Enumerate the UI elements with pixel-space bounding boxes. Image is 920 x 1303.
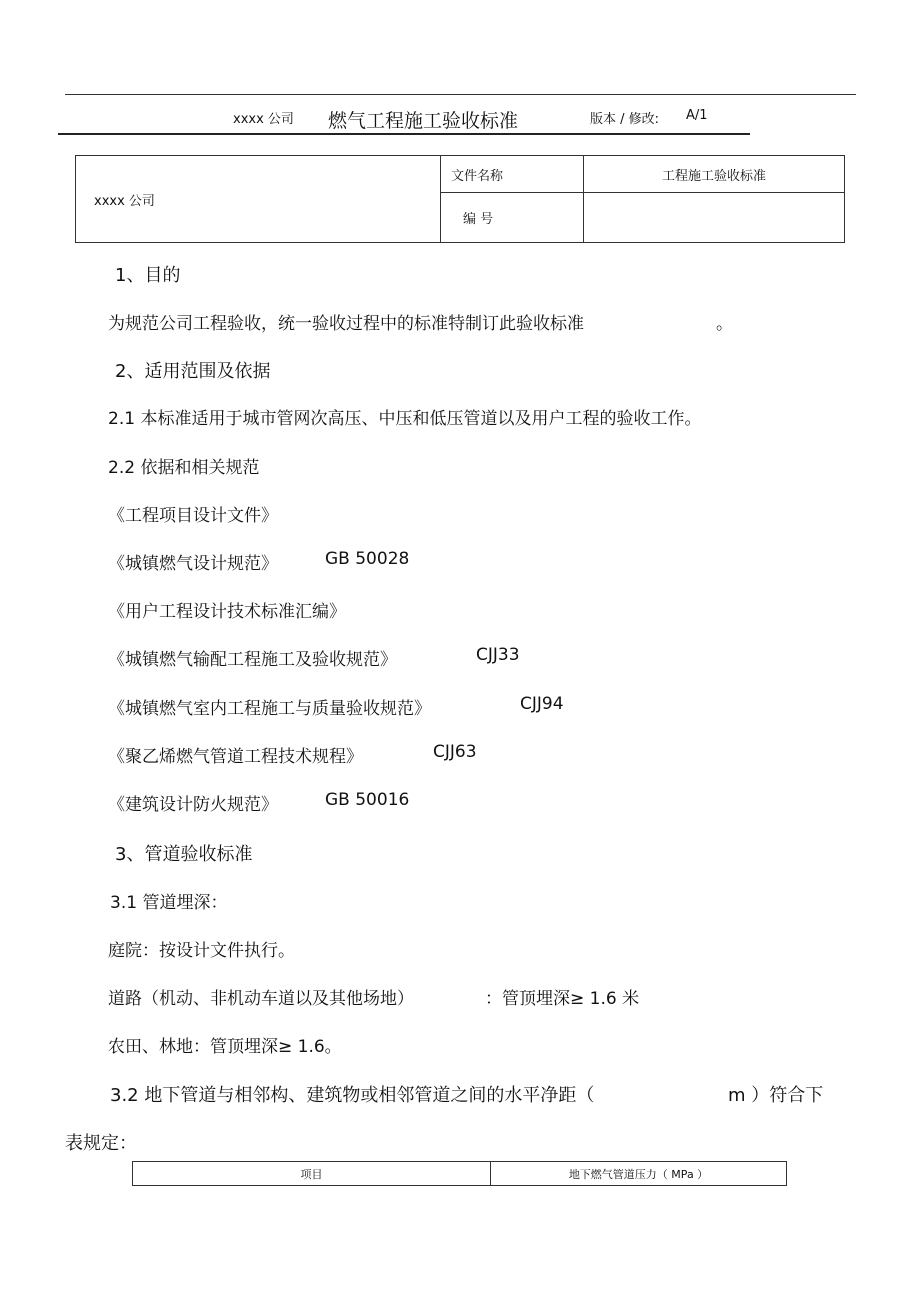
top-rule [65, 94, 856, 95]
file-name-value-cell [584, 156, 845, 193]
table-header-pressure-label: 地下燃气管道压力（ MPa ） [568, 1167, 709, 1181]
reference-name: 《用户工程设计技术标准汇编》 [108, 602, 346, 622]
version-value: A/1 [686, 108, 708, 123]
table-header-item-label: 项目 [300, 1167, 323, 1181]
table-header-item [133, 1162, 491, 1186]
section-3-2: 3.2 地下管道与相邻构、建筑物或相邻管道之间的水平净距（ [110, 1085, 595, 1106]
number-label: 编 号 [463, 212, 494, 227]
section-2-heading: 2、适用范围及依据 [115, 361, 271, 382]
document-info-table [75, 155, 845, 243]
number-label-cell [441, 193, 584, 243]
file-name-label-cell [441, 156, 584, 193]
section-1-period: 。 [716, 314, 733, 334]
section-3-2-unit: m ）符合下 [728, 1085, 824, 1106]
reference-name: 《聚乙烯燃气管道工程技术规程》 [108, 747, 363, 767]
page-title: 燃气工程施工验收标准 [328, 110, 519, 132]
section-3-1: 3.1 管道埋深： [110, 893, 228, 913]
info-company: xxxx 公司 [94, 193, 155, 209]
reference-name: 《城镇燃气输配工程施工及验收规范》 [108, 650, 397, 670]
section-1-heading: 1、目的 [115, 265, 181, 286]
file-name-label: 文件名称 [451, 168, 504, 184]
section-3-2-cont: 表规定： [65, 1133, 137, 1154]
reference-name: 《建筑设计防火规范》 [108, 795, 278, 815]
reference-name: 《城镇燃气室内工程施工与质量验收规范》 [108, 699, 431, 719]
reference-code: GB 50016 [325, 790, 410, 810]
file-name-value: 工程施工验收标准 [661, 168, 766, 184]
section-3-1-farmland: 农田、林地：管顶埋深≥ 1.6。 [108, 1037, 342, 1057]
reference-name: 《城镇燃气设计规范》 [108, 554, 278, 574]
header-company: xxxx 公司 [233, 112, 294, 127]
section-3-1-road-depth: ：管顶埋深≥ 1.6 米 [485, 989, 640, 1009]
reference-code: CJJ94 [520, 694, 564, 714]
clearance-table-header [132, 1161, 787, 1186]
table-header-pressure [491, 1162, 787, 1186]
version-label: 版本 / 修改: [590, 112, 660, 127]
section-2-1: 2.1 本标准适用于城市管网次高压、中压和低压管道以及用户工程的验收工作。 [108, 409, 702, 429]
info-company-cell [76, 156, 441, 243]
reference-code: CJJ33 [476, 645, 520, 665]
header-rule [58, 133, 750, 135]
section-2-2: 2.2 依据和相关规范 [108, 458, 260, 478]
section-3-1-courtyard: 庭院：按设计文件执行。 [108, 941, 295, 961]
section-3-1-road: 道路（机动、非机动车道以及其他场地） [108, 989, 414, 1009]
section-3-heading: 3、管道验收标准 [115, 844, 253, 865]
number-value-cell [584, 193, 845, 243]
reference-code: GB 50028 [325, 549, 410, 569]
reference-code: CJJ63 [433, 742, 477, 762]
section-1-text: 为规范公司工程验收，统一验收过程中的标准特制订此验收标准 [108, 314, 584, 334]
reference-name: 《工程项目设计文件》 [108, 506, 278, 526]
